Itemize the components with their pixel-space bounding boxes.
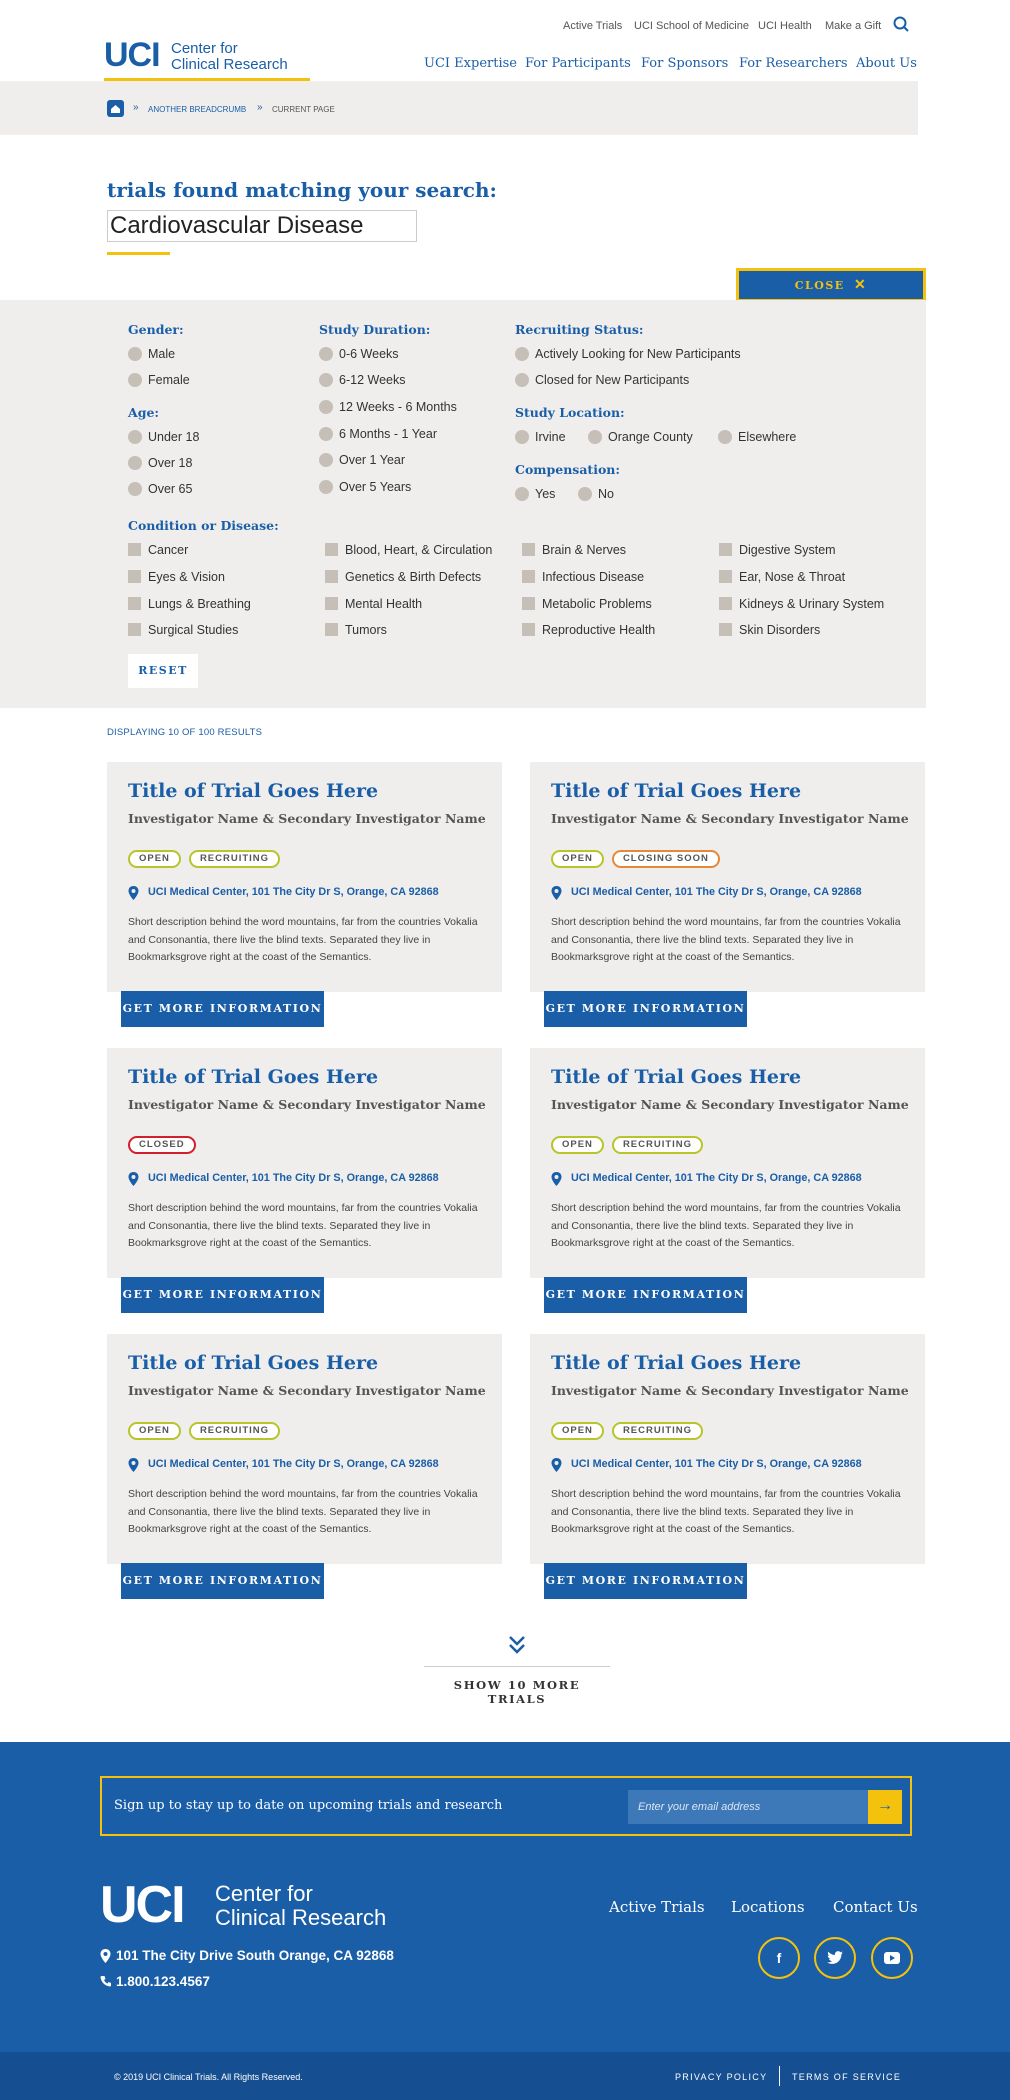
- condition-checkbox-tumors[interactable]: Tumors: [325, 622, 387, 638]
- search-query-field[interactable]: Cardiovascular Disease: [107, 210, 417, 242]
- trial-title[interactable]: Title of Trial Goes Here: [128, 780, 379, 802]
- get-more-information-button[interactable]: GET MORE INFORMATION: [121, 1277, 324, 1313]
- duration-radio-over-5-years[interactable]: Over 5 Years: [319, 479, 411, 495]
- duration-radio-over-1-year[interactable]: Over 1 Year: [319, 452, 405, 468]
- chevron-double-down-icon[interactable]: [505, 1634, 529, 1656]
- condition-checkbox-reproductive[interactable]: Reproductive Health: [522, 622, 655, 638]
- footer-link-contact-us[interactable]: Contact Us: [833, 1898, 918, 1916]
- trial-description: Short description behind the word mountains, far from the countries Vokalia and Consonantia, there live the blind texts. Separated they live in Bookmarksgrove right at the coast of the Semantics.: [128, 1202, 478, 1249]
- search-icon[interactable]: [893, 16, 909, 32]
- trial-location-text: UCI Medical Center, 101 The City Dr S, Orange, CA 92868: [148, 886, 439, 898]
- trial-investigators: Investigator Name & Secondary Investigator Name: [551, 1383, 909, 1398]
- trial-investigators: Investigator Name & Secondary Investigator Name: [551, 811, 909, 826]
- trial-description: Short description behind the word mountains, far from the countries Vokalia and Consonantia, there live the blind texts. Separated they live in Bookmarksgrove right at the coast of the Semantics.: [551, 1488, 901, 1535]
- trial-location: [128, 1172, 439, 1184]
- status-badge: OPEN: [551, 850, 604, 868]
- condition-checkbox-kidneys[interactable]: Kidneys & Urinary System: [719, 596, 884, 612]
- footer-logo-line1: Center for: [215, 1881, 313, 1906]
- util-link-make-a-gift[interactable]: Make a Gift: [825, 20, 882, 32]
- get-more-information-button[interactable]: GET MORE INFORMATION: [544, 991, 747, 1027]
- trial-description: Short description behind the word mountains, far from the countries Vokalia and Consonantia, there live the blind texts. Separated they live in Bookmarksgrove right at the coast of the Semantics.: [551, 1202, 901, 1249]
- trial-card: [530, 1334, 925, 1564]
- status-badge: RECRUITING: [612, 1136, 703, 1154]
- legal-divider: [779, 2066, 780, 2086]
- trial-location: [128, 886, 439, 898]
- arrow-right-icon: →: [877, 1797, 893, 1814]
- trial-investigators: Investigator Name & Secondary Investigator Name: [551, 1097, 909, 1112]
- location-radio-irvine[interactable]: Irvine: [515, 429, 566, 445]
- footer-link-locations[interactable]: Locations: [731, 1898, 805, 1916]
- map-pin-icon: [551, 1172, 563, 1186]
- filter-heading-gender: Gender:: [128, 322, 184, 337]
- status-badge: RECRUITING: [189, 850, 280, 868]
- nav-uci-expertise[interactable]: UCI Expertise: [424, 56, 517, 71]
- trial-description: Short description behind the word mountains, far from the countries Vokalia and Consonantia, there live the blind texts. Separated they live in Bookmarksgrove right at the coast of the Semantics.: [128, 916, 478, 963]
- search-results-title: trials found matching your search:: [107, 178, 497, 202]
- site-logo[interactable]: [104, 36, 310, 80]
- email-input[interactable]: Enter your email address: [628, 1790, 868, 1824]
- map-pin-icon: [128, 1172, 140, 1186]
- condition-checkbox-genetics[interactable]: Genetics & Birth Defects: [325, 569, 481, 585]
- reset-filters-button[interactable]: RESET: [128, 654, 198, 688]
- results-count: DISPLAYING 10 OF 100 RESULTS: [107, 727, 263, 738]
- map-pin-icon: [128, 1458, 140, 1472]
- footer-logo-line2: Clinical Research: [215, 1905, 387, 1930]
- status-badges: [128, 1422, 280, 1440]
- get-more-information-button[interactable]: GET MORE INFORMATION: [544, 1563, 747, 1599]
- status-badges: [551, 1136, 703, 1154]
- trial-title[interactable]: Title of Trial Goes Here: [551, 1352, 802, 1374]
- trial-investigators: Investigator Name & Secondary Investigator Name: [128, 1097, 486, 1112]
- compensation-radio-no[interactable]: No: [578, 486, 614, 502]
- facebook-icon[interactable]: f: [758, 1937, 800, 1979]
- divider: [424, 1666, 610, 1667]
- age-radio-over-18[interactable]: Over 18: [128, 455, 192, 471]
- phone-icon: [100, 1975, 112, 1990]
- trial-location: [551, 1458, 862, 1470]
- status-badges: [551, 850, 720, 868]
- condition-checkbox-cancer[interactable]: Cancer: [128, 542, 188, 558]
- trial-location-text: UCI Medical Center, 101 The City Dr S, Orange, CA 92868: [571, 886, 862, 898]
- filter-heading-status: Recruiting Status:: [515, 322, 644, 337]
- close-filters-button[interactable]: [736, 268, 926, 302]
- gender-radio-male[interactable]: Male: [128, 346, 175, 362]
- condition-checkbox-digestive[interactable]: Digestive System: [719, 542, 836, 558]
- gender-radio-female[interactable]: Female: [128, 372, 190, 388]
- duration-radio-6-12-weeks[interactable]: 6-12 Weeks: [319, 372, 405, 388]
- trial-location-text: UCI Medical Center, 101 The City Dr S, Orange, CA 92868: [148, 1172, 439, 1184]
- breadcrumb: [0, 81, 918, 135]
- condition-checkbox-infectious[interactable]: Infectious Disease: [522, 569, 644, 585]
- status-badge: RECRUITING: [612, 1422, 703, 1440]
- trial-title[interactable]: Title of Trial Goes Here: [551, 1066, 802, 1088]
- close-label: CLOSE: [794, 279, 845, 292]
- filter-panel: [0, 300, 926, 708]
- trial-location-text: UCI Medical Center, 101 The City Dr S, Orange, CA 92868: [571, 1458, 862, 1470]
- trial-title[interactable]: Title of Trial Goes Here: [128, 1066, 379, 1088]
- trial-description: Short description behind the word mountains, far from the countries Vokalia and Consonantia, there live the blind texts. Separated they live in Bookmarksgrove right at the coast of the Semantics.: [128, 1488, 478, 1535]
- twitter-icon[interactable]: [814, 1937, 856, 1979]
- nav-for-researchers[interactable]: For Researchers: [739, 56, 848, 71]
- privacy-policy-link[interactable]: PRIVACY POLICY: [675, 2072, 768, 2082]
- signup-text: Sign up to stay up to date on upcoming trials and research: [114, 1798, 503, 1813]
- condition-checkbox-skin[interactable]: Skin Disorders: [719, 622, 820, 638]
- trial-title[interactable]: Title of Trial Goes Here: [551, 780, 802, 802]
- trial-card: [530, 762, 925, 992]
- filter-heading-location: Study Location:: [515, 405, 625, 420]
- trial-title[interactable]: Title of Trial Goes Here: [128, 1352, 379, 1374]
- breadcrumb-separator: »: [257, 102, 263, 113]
- filter-heading-condition: Condition or Disease:: [128, 518, 279, 533]
- condition-checkbox-ear-nose-throat[interactable]: Ear, Nose & Throat: [719, 569, 845, 585]
- status-radio-closed[interactable]: Closed for New Participants: [515, 372, 689, 388]
- footer-address-text: 101 The City Drive South Orange, CA 92868: [116, 1948, 394, 1963]
- trial-description: Short description behind the word mountains, far from the countries Vokalia and Consonantia, there live the blind texts. Separated they live in Bookmarksgrove right at the coast of the Semantics.: [551, 916, 901, 963]
- condition-checkbox-blood-heart[interactable]: Blood, Heart, & Circulation: [325, 542, 492, 558]
- trial-location: [128, 1458, 439, 1470]
- condition-checkbox-surgical[interactable]: Surgical Studies: [128, 622, 238, 638]
- util-link-uci-health[interactable]: UCI Health: [758, 20, 812, 32]
- condition-checkbox-eyes-vision[interactable]: Eyes & Vision: [128, 569, 225, 585]
- map-pin-icon: [128, 886, 140, 900]
- trial-card: [530, 1048, 925, 1278]
- filter-heading-duration: Study Duration:: [319, 322, 431, 337]
- copyright: © 2019 UCI Clinical Trials. All Rights Reserved.: [114, 2072, 303, 2082]
- duration-radio-6m-1y[interactable]: 6 Months - 1 Year: [319, 426, 437, 442]
- trial-location-text: UCI Medical Center, 101 The City Dr S, Orange, CA 92868: [571, 1172, 862, 1184]
- map-pin-icon: [551, 1458, 563, 1472]
- map-pin-icon: [100, 1949, 111, 1966]
- trial-location-text: UCI Medical Center, 101 The City Dr S, Orange, CA 92868: [148, 1458, 439, 1470]
- status-badge: OPEN: [551, 1422, 604, 1440]
- util-link-school-of-medicine[interactable]: UCI School of Medicine: [634, 20, 749, 32]
- age-radio-under-18[interactable]: Under 18: [128, 429, 199, 445]
- breadcrumb-link[interactable]: ANOTHER BREADCRUMB: [148, 105, 247, 114]
- breadcrumb-separator: »: [133, 102, 139, 113]
- status-badges: [128, 1136, 196, 1154]
- home-icon[interactable]: [107, 100, 124, 117]
- map-pin-icon: [551, 886, 563, 900]
- location-radio-elsewhere[interactable]: Elsewhere: [718, 429, 796, 445]
- status-radio-actively-looking[interactable]: Actively Looking for New Participants: [515, 346, 741, 362]
- duration-radio-0-6-weeks[interactable]: 0-6 Weeks: [319, 346, 399, 362]
- logo-line1: Center for: [171, 40, 238, 57]
- trial-card: [107, 1334, 502, 1564]
- trial-investigators: Investigator Name & Secondary Investigator Name: [128, 1383, 486, 1398]
- condition-checkbox-lungs[interactable]: Lungs & Breathing: [128, 596, 251, 612]
- compensation-radio-yes[interactable]: Yes: [515, 486, 555, 502]
- footer-logo-text[interactable]: [215, 1882, 386, 1930]
- title-accent-bar: [107, 252, 170, 255]
- filter-heading-compensation: Compensation:: [515, 462, 620, 477]
- show-more-trials-button[interactable]: SHOW 10 MORE TRIALS: [453, 1678, 581, 1706]
- nav-for-participants[interactable]: For Participants: [525, 56, 631, 71]
- footer-phone[interactable]: [100, 1974, 210, 1989]
- breadcrumb-current: CURRENT PAGE: [272, 105, 335, 114]
- status-badges: [128, 850, 280, 868]
- condition-checkbox-mental-health[interactable]: Mental Health: [325, 596, 422, 612]
- status-badge: CLOSING SOON: [612, 850, 720, 868]
- util-link-active-trials[interactable]: Active Trials: [563, 20, 623, 32]
- trial-investigators: Investigator Name & Secondary Investigator Name: [128, 811, 486, 826]
- logo-abbrev: UCI: [104, 36, 160, 74]
- nav-about-us[interactable]: About Us: [856, 56, 917, 71]
- footer-logo-abbrev[interactable]: UCI: [100, 1876, 184, 1934]
- status-badge: OPEN: [128, 1422, 181, 1440]
- status-badge: CLOSED: [128, 1136, 196, 1154]
- nav-for-sponsors[interactable]: For Sponsors: [641, 56, 729, 71]
- trial-card: [107, 1048, 502, 1278]
- status-badge: RECRUITING: [189, 1422, 280, 1440]
- status-badges: [551, 1422, 703, 1440]
- trial-location: [551, 886, 862, 898]
- youtube-icon[interactable]: [871, 1937, 913, 1979]
- location-radio-orange-county[interactable]: Orange County: [588, 429, 693, 445]
- terms-of-service-link[interactable]: TERMS OF SERVICE: [792, 2072, 902, 2082]
- newsletter-signup: [100, 1776, 912, 1836]
- get-more-information-button[interactable]: GET MORE INFORMATION: [544, 1277, 747, 1313]
- logo-line2: Clinical Research: [171, 56, 288, 73]
- get-more-information-button[interactable]: GET MORE INFORMATION: [121, 1563, 324, 1599]
- close-icon: ✕: [854, 277, 868, 293]
- footer-phone-text: 1.800.123.4567: [116, 1974, 210, 1989]
- footer-address: [100, 1948, 394, 1963]
- condition-checkbox-brain-nerves[interactable]: Brain & Nerves: [522, 542, 626, 558]
- age-radio-over-65[interactable]: Over 65: [128, 481, 192, 497]
- footer-link-active-trials[interactable]: Active Trials: [609, 1898, 705, 1916]
- duration-radio-12w-6m[interactable]: 12 Weeks - 6 Months: [319, 399, 457, 415]
- get-more-information-button[interactable]: GET MORE INFORMATION: [121, 991, 324, 1027]
- trial-location: [551, 1172, 862, 1184]
- status-badge: OPEN: [551, 1136, 604, 1154]
- filter-heading-age: Age:: [128, 405, 160, 420]
- status-badge: OPEN: [128, 850, 181, 868]
- submit-arrow-button[interactable]: [868, 1790, 902, 1824]
- trial-card: [107, 762, 502, 992]
- condition-checkbox-metabolic[interactable]: Metabolic Problems: [522, 596, 652, 612]
